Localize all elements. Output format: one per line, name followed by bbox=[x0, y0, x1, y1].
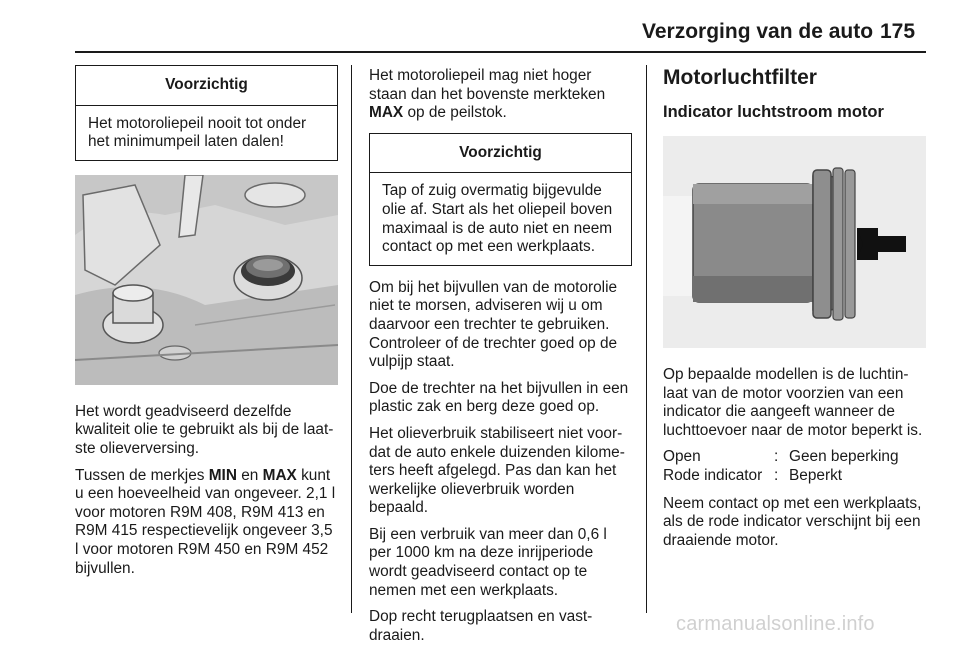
caution-title: Voorzichtig bbox=[76, 66, 337, 106]
column-3 bbox=[663, 66, 926, 558]
column-divider-left bbox=[351, 65, 352, 613]
paragraph-consumption-limit: Bij een verbruik van meer dan 0,6 l per 1000 km na deze inrijperiode wordt geadviseerd contact op te nemen met een werkplaats. bbox=[369, 525, 607, 599]
paragraph-funnel-storage: Doe de trechter na het bijvullen in een plastic zak en berg deze goed op. bbox=[369, 379, 629, 416]
caution-title: Voorzichtig bbox=[370, 134, 631, 174]
caution-text: Het motoroliepeil nooit tot onder het minimumpeil laten dalen! bbox=[88, 114, 307, 151]
caution-text: Tap of zuig overmatig bijgevulde olie af. Start als het oliepeil boven maximaal is de auto niet en neem contact op met een werkplaats. bbox=[382, 182, 613, 256]
column-2 bbox=[369, 67, 632, 653]
subsection-heading: Indicator luchtstroom motor bbox=[663, 103, 884, 121]
page-number: 175 bbox=[880, 20, 916, 43]
paragraph-max-level: Het motoroliepeil mag niet hoger staan dan het bovenste merkteken MAX op de peilstok. bbox=[369, 67, 606, 122]
air-flow-indicator-illustration bbox=[663, 136, 926, 348]
paragraph-min-max-quantity: Tussen de merkjes MIN en MAX kunt u een hoeveelheid van ongeveer. 2,1 l voor motoren R9M 408, R9M 413 en R9M 415 respectievelijk ongeveer 3,5 l voor motoren R9M 450 en R9M 452 bijvullen. bbox=[75, 466, 336, 577]
caution-box bbox=[369, 133, 632, 266]
watermark: carmanualsonline.info bbox=[676, 613, 875, 635]
paragraph-indicator-description: Op bepaalde modellen is de luchtin-laat van de motor voorzien van een indicator die aangeeft wanneer de luchttoevoer naar de motor beperkt is. bbox=[663, 366, 923, 439]
indicator-state-table bbox=[663, 448, 926, 485]
paragraph-funnel: Om bij het bijvullen van de motorolie niet te morsen, adviseren wij u om daarvoor een trechter te gebruiken. Controleer of de trechter goed op de vulpijp staat. bbox=[369, 278, 618, 371]
running-header-title: Verzorging van de auto bbox=[642, 20, 874, 43]
caution-box bbox=[75, 65, 338, 161]
table-row: Rode indicator : Beperkt bbox=[663, 466, 843, 484]
engine-oil-cap-illustration bbox=[75, 175, 338, 385]
paragraph-cap-refit: Dop recht terugplaatsen en vast-draaien. bbox=[369, 608, 593, 644]
paragraph-oil-consumption: Het olieverbruik stabiliseert niet voor-dat de auto enkele duizenden kilome-ters heeft afgelegd. Pas dan kan het werkelijke olieverbruik worden bepaald. bbox=[369, 424, 625, 517]
paragraph-contact-workshop: Neem contact op met een werkplaats, als de rode indicator verschijnt bij een draaiende motor. bbox=[663, 494, 922, 549]
section-heading: Motorluchtfilter bbox=[663, 66, 817, 89]
paragraph-same-oil: Het wordt geadviseerd dezelfde kwaliteit olie te gebruikt als bij de laat-ste olieverversing. bbox=[75, 402, 334, 457]
header-rule bbox=[75, 51, 926, 53]
table-row: Open : Geen beperking bbox=[663, 448, 899, 466]
column-divider-right bbox=[646, 65, 647, 613]
column-1 bbox=[75, 65, 338, 586]
